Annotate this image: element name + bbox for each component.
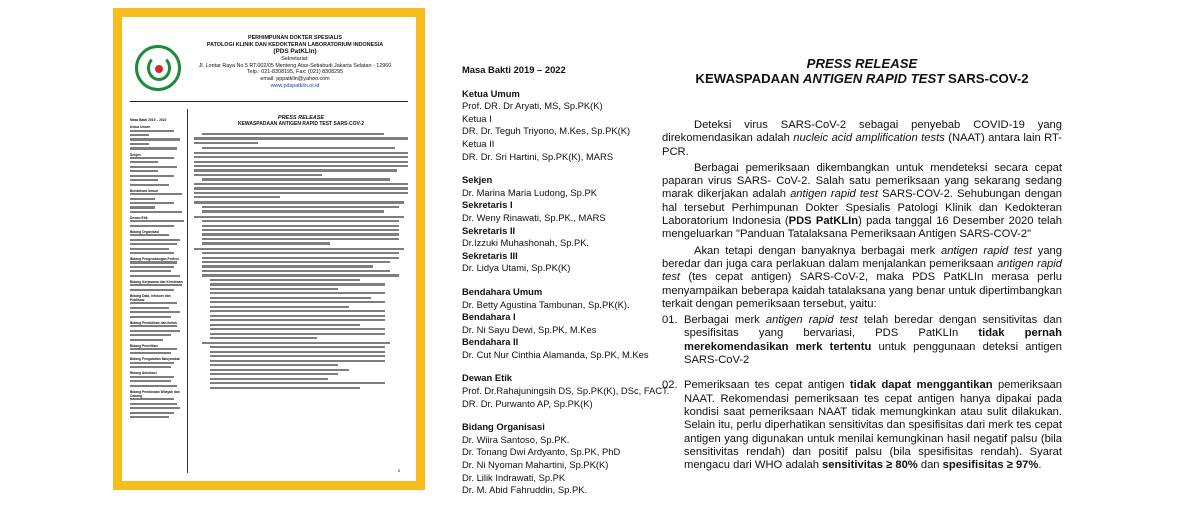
thumb-heading: Bidang Pengembangan Profesi [130, 257, 179, 262]
group-heading: Ketua Umum [462, 87, 520, 99]
document-thumbnail[interactable] [113, 8, 425, 490]
letterhead [180, 35, 410, 89]
member-role: Ketua I [462, 112, 492, 124]
paragraph-3: Akan tetapi dengan banyaknya berbagai merk antigen rapid test yang beredar dan juga cara perlakuan dalam menjalankan pemeriksaan antigen rapid test (tes cepat antigen) SARS-CoV-2, maka PDS PatKLIn merasa perlu menyampaikan beberapa kaidah tatalaksana yang benar untuk dipertimbangkan terkait dengan pemeriksaan tersebut, yaitu: [662, 244, 1062, 310]
member-role: Ketua II [462, 137, 495, 149]
member-role: Bendahara II [462, 336, 519, 348]
member: Prof. Dr.Rahajuningsih DS, Sp.PK(K), DSc, FACT. [462, 385, 670, 397]
group-heading: Bendahara Umum [462, 285, 543, 297]
thumbnail-body [194, 115, 408, 391]
column-divider [187, 109, 188, 473]
letterhead-email: email: pppatklin@yahoo.com [260, 75, 330, 82]
member: Dr. Betty Agustina Tambunan, Sp.PK(K). [462, 298, 630, 310]
member: Dr. Wiira Santoso, Sp.PK. [462, 433, 570, 445]
list-number: 02. [662, 379, 678, 392]
thumbnail-subtitle: KEWASPADAAN ANTIGEN RAPID TEST SARS-COV-2 [237, 121, 365, 127]
member-role: Sekretaris I [462, 199, 513, 211]
member: Dr. Ni Sayu Dewi, Sp.PK, M.Kes [462, 323, 597, 335]
member: Prof. DR. Dr Aryati, MS, Sp.PK(K) [462, 100, 603, 112]
paragraph-1: Deteksi virus SARS-CoV-2 sebagai penyebab COVID-19 yang direkomendasikan adalah nucleic acid amplification tests (NAAT) antara lain RT-PCR. [662, 119, 1062, 158]
list-number: 01. [662, 314, 678, 327]
member: Dr. Tonang Dwi Ardyanto, Sp.PK, PhD [462, 446, 621, 458]
member: DR. Dr. Teguh Triyono, M.Kes, Sp.PK(K) [462, 125, 631, 137]
group-sekjen [462, 174, 662, 275]
letterhead-org: PERHIMPUNAN DOKTER SPESIALIS [247, 35, 343, 41]
group-heading: Dewan Etik [462, 372, 513, 384]
thumb-heading: Bidang Penelitian [130, 343, 158, 348]
letterhead-phone: Telp.: 021-8308195, Fax: (021) 8308295 [246, 69, 344, 76]
press-subtitle: KEWASPADAAN ANTIGEN RAPID TEST SARS-COV-2 [695, 71, 1029, 86]
board-list [462, 64, 670, 508]
member-role: Bendahara I [462, 311, 516, 323]
member: Dr. M. Abid Fahruddin, Sp.PK. [462, 484, 588, 496]
member: Dr. Marina Maria Ludong, Sp.PK [462, 186, 597, 198]
thumb-heading: Dewan Etik [130, 216, 148, 221]
page-number: 5 [397, 468, 400, 473]
letterhead-secretariat: Sekretariat: [281, 56, 309, 63]
thumb-heading: Bidang Pembinaan Wilayah dan Cabang [130, 389, 180, 398]
thumb-heading: Bendahara Umum [130, 188, 159, 193]
group-heading: Sekjen [462, 174, 493, 186]
letterhead-abbr: (PDS PatKLIn) [273, 48, 317, 56]
thumb-heading: Bidang Pendidikan dan Ilmiah [130, 320, 177, 325]
list-item-2: 02. Pemeriksaan tes cepat antigen tidak dapat menggantikan pemeriksaan NAAT. Rekomendasi pemeriksaan tes cepat antigen hanya dipakai pada kondisi saat pemeriksaan NAAT tidak memungkinkan atau sulit dilakukan. Selain itu, perlu diperhatikan sensitivitas dan spesifisitas dari merk tes cepat antigen yang digunakan untuk menilai kemungkinan hasil negatif palsu (bila sensitivitas rendah) dan positif palsu (bila spesifisitas rendah). Syarat mengacu dari WHO adalah sensitivitas ≥ 80% dan spesifisitas ≥ 97%. [662, 379, 1062, 472]
member-role: Sekretaris II [462, 224, 516, 236]
paragraph-2: Berbagai pemeriksaan dikembangkan untuk mendeteksi secara cepat paparan virus SARS- CoV-2. Salah satu pemeriksaan yang sekarang sedang marak dikerjakan adalah antigen rapid test SARS-COV-2. Sehubungan dengan hal tersebut Perhimpunan Dokter Spesialis Patologi Klinik dan Kedokteran Laboratorium Indonesia (PDS PatKLIn) pada tanggal 16 Desember 2020 telah mengeluarkan "Panduan Tatalaksana Pemeriksaan Antigen SARS-COV-2" [662, 161, 1062, 241]
group-heading: Bidang Organisasi [462, 421, 545, 433]
thumbnail-title: PRESS RELEASE [277, 115, 325, 121]
group-organisasi [462, 421, 662, 497]
letterhead-web: www.pdspatklin.or.id [270, 82, 320, 89]
thumb-heading: Bidang Kerjasama dan Kemitraan [130, 279, 183, 284]
thumb-heading: Ketua Umum [130, 125, 151, 130]
member-role: Sekretaris III [462, 249, 518, 261]
letterhead-rule [130, 101, 408, 102]
thumbnail-sidebar [130, 115, 185, 421]
pds-patklin-logo [135, 45, 181, 91]
member: DR. Dr. Purwanto AP, Sp.PK(K) [462, 397, 593, 409]
list-item-1: 01. Berbagai merk antigen rapid test telah beredar dengan sensitivitas dan spesifisitas yang bervariasi, PDS PatKLIn tidak pernah merekomendasikan merk tertentu untuk penggunaan deteksi antigen SARS-CoV-2 [662, 314, 1062, 367]
board-period: Masa Bakti 2019 – 2022 [462, 64, 566, 75]
group-bendahara [462, 286, 662, 362]
thumb-heading: Bidang Pengabdian Masyarakat [130, 357, 180, 362]
member: Dr. Ni Nyoman Mahartini, Sp.PK(K) [462, 459, 609, 471]
thumb-heading: Bidang Advokasi [130, 371, 157, 376]
press-title: PRESS RELEASE [806, 56, 918, 71]
member: Dr. Cut Nur Cinthia Alamanda, Sp.PK, M.Kes [462, 348, 649, 360]
thumb-heading: Bidang Data, Infokom dan Publikasi [130, 293, 171, 303]
press-release [662, 57, 1062, 475]
thumb-heading: Sekjen [130, 152, 141, 157]
member: Dr. Lidya Utami, Sp.PK(K) [462, 262, 571, 274]
member: Dr. Lilik Indrawati, Sp.PK [462, 471, 566, 483]
member: Dr. Weny Rinawati, Sp.PK., MARS [462, 211, 606, 223]
member: Dr.Izzuki Muhashonah, Sp.PK. [462, 237, 590, 249]
group-ketua [462, 88, 662, 164]
letterhead-org-2: PATOLOGI KLINIK DAN KEDOKTERAN LABORATORIUM INDONESIA [206, 41, 384, 48]
thumb-heading: Bidang Organisasi [130, 229, 160, 234]
thumbnail-period: Masa Bakti 2019 – 2022 [130, 118, 167, 122]
thumbnail-page [122, 17, 416, 481]
letterhead-address: Jl. Lontar Raya No.5 RT.002/05 Menteng Atas-Setiabudi Jakarta Selatan - 12960 [198, 62, 392, 69]
member: DR. Dr. Sri Hartini, Sp.PK(K), MARS [462, 150, 614, 162]
